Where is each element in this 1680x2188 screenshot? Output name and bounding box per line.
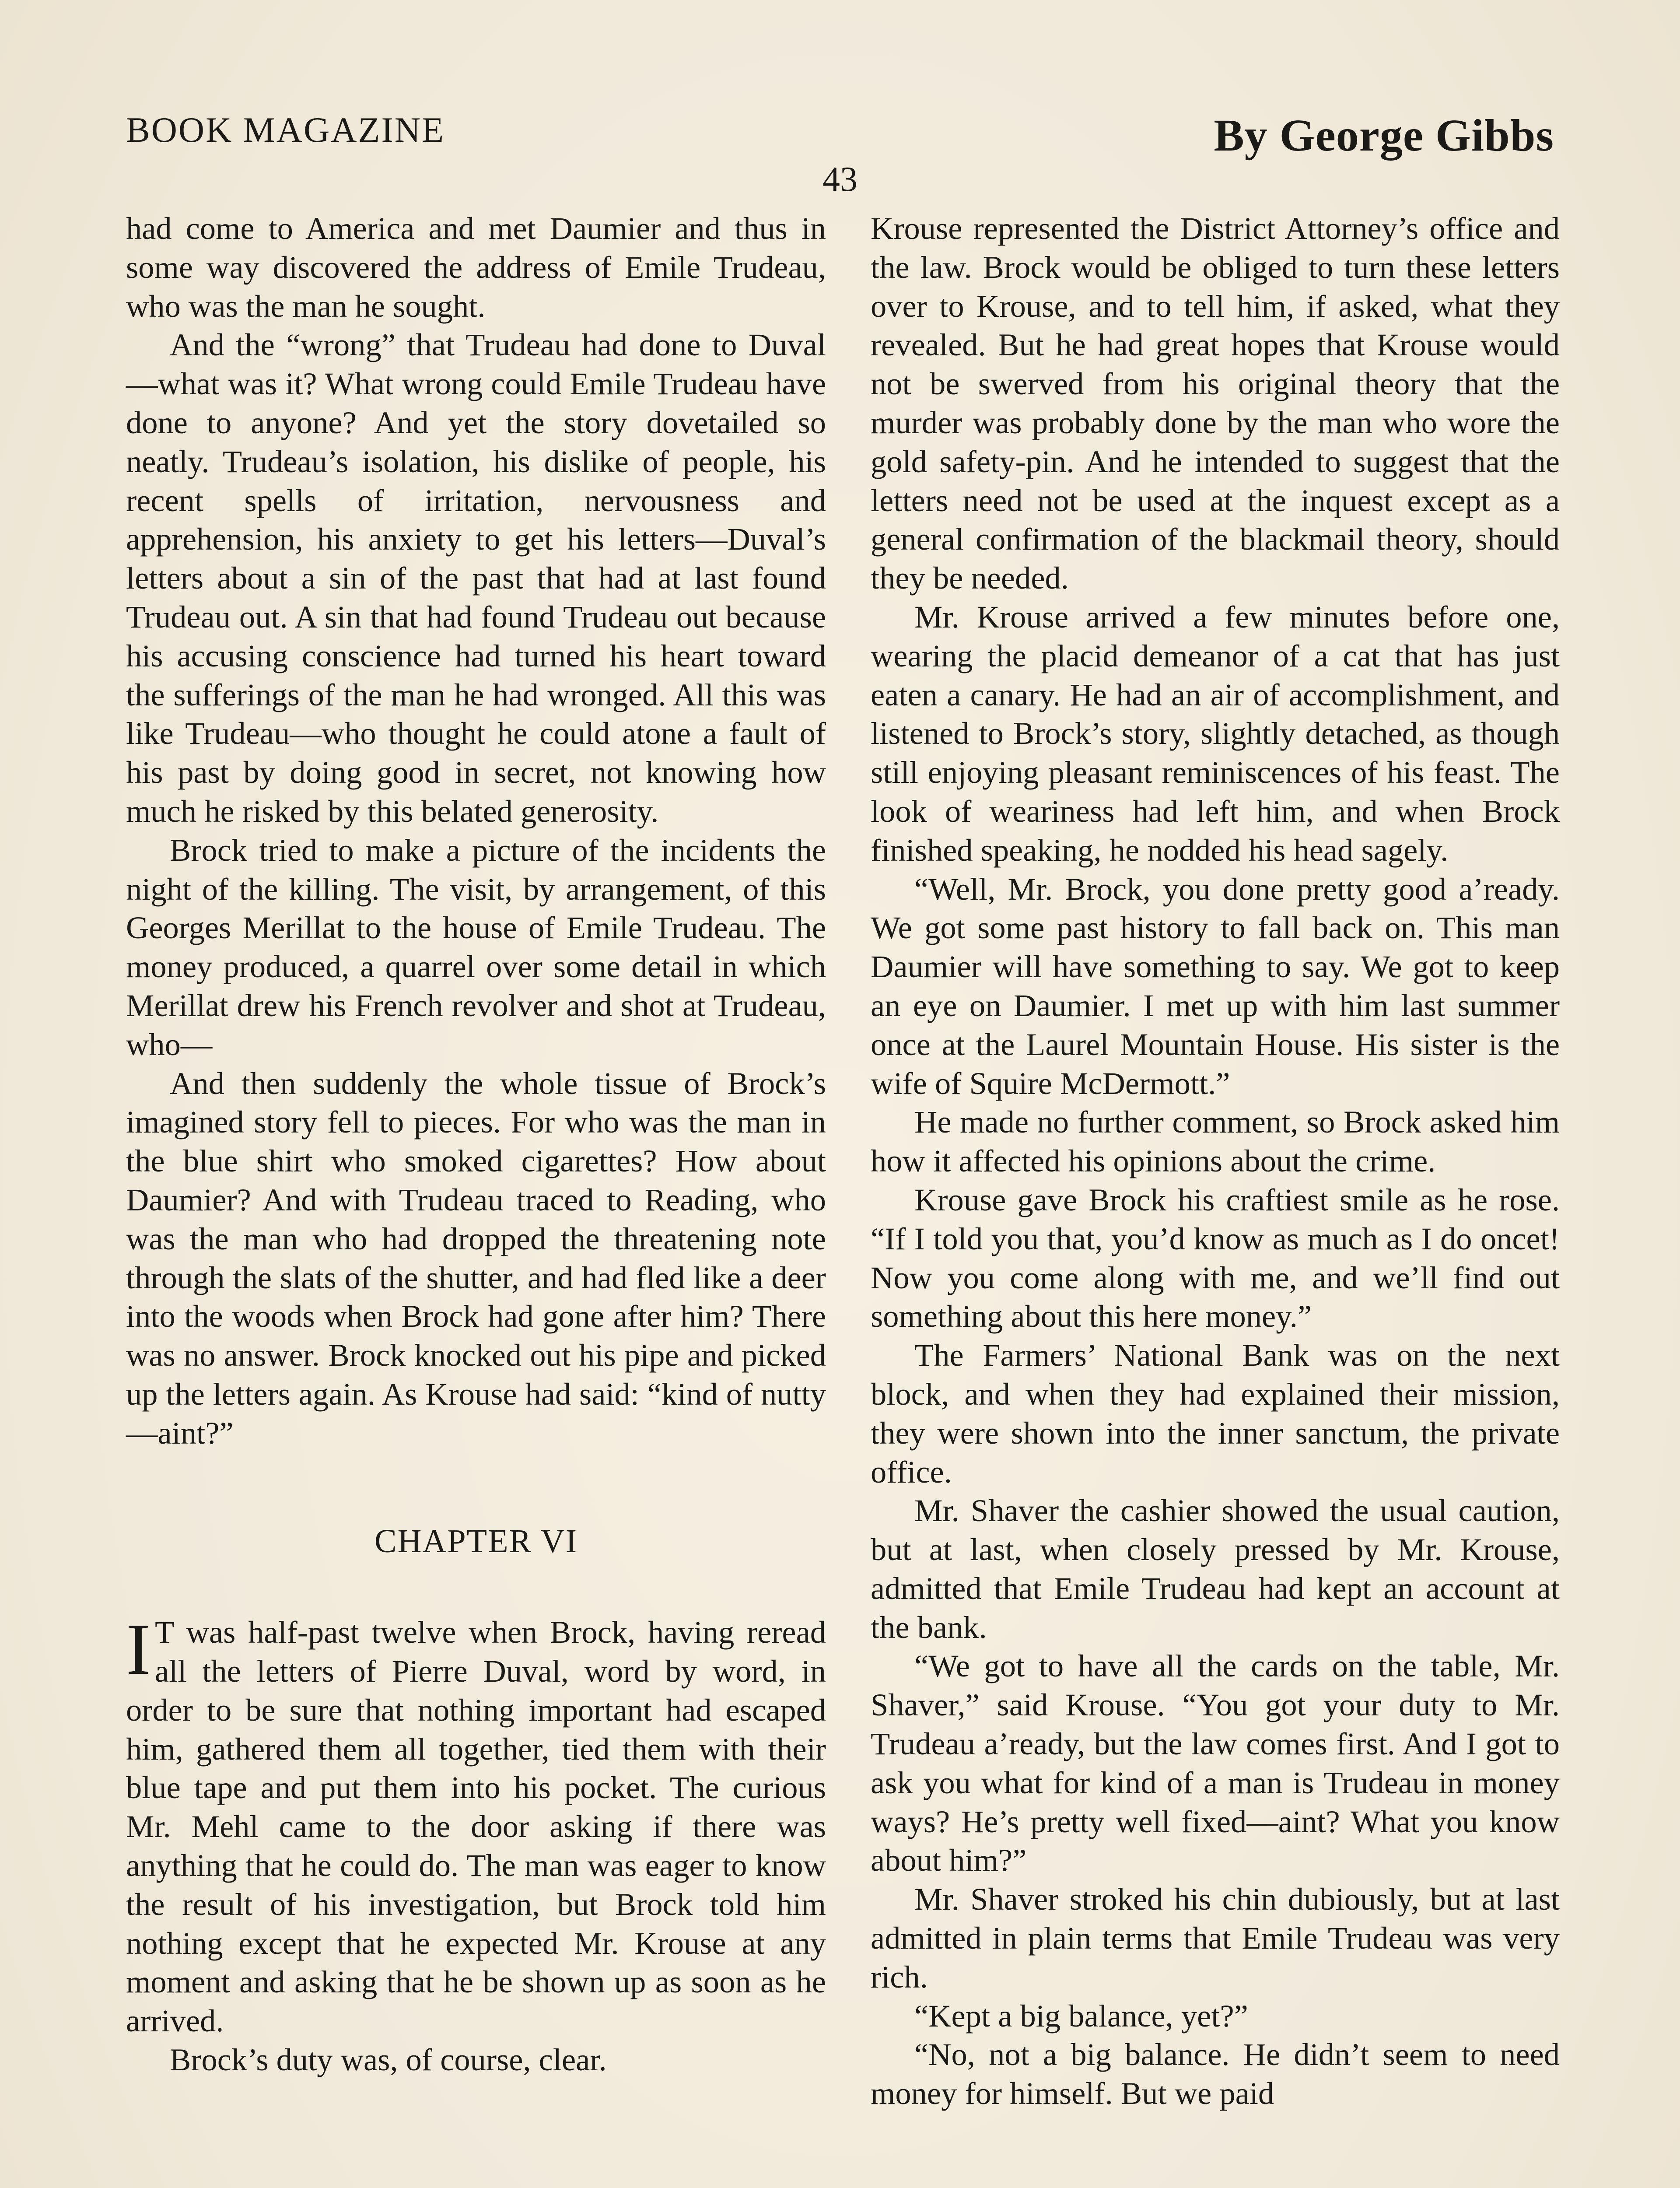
drop-cap: I	[126, 1609, 150, 1690]
paragraph: The Farmers’ National Bank was on the next block, and when they had explained their mission, they were shown into the inner sanctum, the private office.	[871, 1337, 1560, 1490]
paragraph: Brock’s duty was, of course, clear.	[170, 2042, 607, 2078]
paragraph: Mr. Shaver the cashier showed the usual caution, but at last, when closely pressed by Mr. Krouse, admitted that Emile Trudeau had kept an account at the bank.	[871, 1493, 1560, 1645]
page-header	[126, 109, 1554, 162]
paragraph: had come to America and met Daumier and thus in some way discovered the address of Emile Trudeau, who was the man he sought.	[126, 210, 826, 324]
paragraph: And the “wrong” that Trudeau had done to Duval—what was it? What wrong could Emile Trudeau have done to anyone? And yet the story dovetailed so neatly. Trudeau’s isolation, his dislike of people, his recent spells of irritation, nervousness and apprehension, his anxiety to get his letters—Duval’s letters about a sin of the past that had at last found Trudeau out. A sin that had found Trudeau out because his accusing conscience had turned his heart toward the sufferings of the man he had wronged. All this was like Trudeau—who thought he could atone a fault of his past by doing good in secret, not knowing how much he risked by this belated generosity.	[126, 327, 826, 829]
chapter-heading: CHAPTER VI	[374, 1522, 578, 1560]
paragraph: “Well, Mr. Brock, you done pretty good a’ready. We got some past history to fall back on. This man Daumier will have something to say. We got to keep an eye on Daumier. I met up with him last summer once at the Laurel Mountain House. His sister is the wife of Squire McDermott.”	[871, 871, 1560, 1101]
paragraph: “Kept a big balance, yet?”	[914, 1998, 1248, 2034]
magazine-title: BOOK MAGAZINE	[126, 110, 445, 150]
page-number: 43	[822, 160, 858, 199]
paragraph: Brock tried to make a picture of the incidents the night of the killing. The visit, by arrangement, of this Georges Merillat to the house of Emile Trudeau. The money produced, a quarrel over some detail in which Merillat drew his French revolver and shot at Trudeau, who—	[126, 832, 826, 1062]
chapter-opening-paragraph	[126, 1609, 826, 2041]
paragraph: And then suddenly the whole tissue of Brock’s imagined story fell to pieces. For who was the man in the blue shirt who smoked cigarettes? How about Daumier? And with Trudeau traced to Reading, who was the man who had dropped the threatening note through the slats of the shutter, and had fled like a deer into the woods when Brock had gone after him? There was no answer. Brock knocked out his pipe and picked up the letters again. As Krouse had said: “kind of nutty—aint?”	[126, 1065, 826, 1451]
left-column	[126, 209, 826, 2079]
paragraph: Mr. Krouse arrived a few minutes before one, wearing the placid demeanor of a cat that has just eaten a canary. He had an air of accomplishment, and listened to Brock’s story, slightly detached, as though still enjoying pleasant reminiscences of his feast. The look of weariness had left him, and when Brock finished speaking, he nodded his head sagely.	[871, 599, 1560, 868]
paragraph: Mr. Shaver stroked his chin dubiously, but at last admitted in plain terms that Emile Trudeau was very rich.	[871, 1881, 1560, 1995]
paragraph: “No, not a big balance. He didn’t seem to need money for himself. But we paid	[871, 2037, 1560, 2111]
author-byline: By George Gibbs	[1214, 110, 1554, 161]
paragraph: Krouse represented the District Attorney’s office and the law. Brock would be obliged to turn these letters over to Krouse, and to tell him, if asked, what they revealed. But he had great hopes that Krouse would not be swerved from his original theory that the murder was probably done by the man who wore the gold safety-pin. And he intended to suggest that the letters need not be used at the inquest except as a general confirmation of the blackmail theory, should they be needed.	[871, 210, 1560, 596]
right-column	[871, 209, 1560, 2113]
paragraph: He made no further comment, so Brock asked him how it affected his opinions about the crime.	[871, 1104, 1560, 1179]
paragraph: “We got to have all the cards on the table, Mr. Shaver,” said Krouse. “You got your duty to Mr. Trudeau a’ready, but the law comes first. And I got to ask you what for kind of a man is Trudeau in money ways? He’s pretty well fixed—aint? What you know about him?”	[871, 1648, 1560, 1878]
paragraph: Krouse gave Brock his craftiest smile as he rose. “If I told you that, you’d know as much as I do oncet! Now you come along with me, and we’ll find out something about this here money.”	[871, 1182, 1560, 1334]
chapter-opening-text: T was half-past twelve when Brock, having reread all the letters of Pierre Duval, word by word, in order to be sure that nothing important had escaped him, gathered them all together, tied them with their blue tape and put them into his pocket. The curious Mr. Mehl came to the door asking if there was anything that he could do. The man was eager to know the result of his investigation, but Brock told him nothing except that he expected Mr. Krouse at any moment and asking that he be shown up as soon as he arrived.	[126, 1614, 826, 2039]
